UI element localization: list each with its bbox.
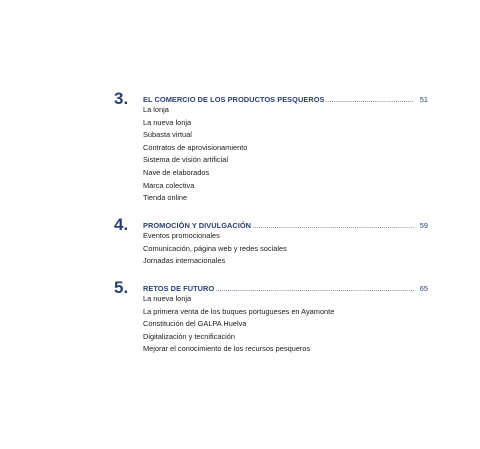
toc-item[interactable]: La lonja (143, 105, 169, 114)
section-page-number: 59 (419, 221, 428, 230)
toc-item-list (143, 104, 247, 205)
toc-item[interactable]: Jornadas internacionales (143, 256, 226, 266)
section-title: RETOS DE FUTURO (143, 284, 215, 293)
toc-item[interactable]: Eventos promocionales (143, 231, 220, 240)
toc-item[interactable]: La nueva lonja (143, 117, 192, 127)
toc-item[interactable]: Tienda online (143, 193, 188, 203)
section-number: 4. (114, 215, 129, 234)
toc-item-list (143, 293, 334, 356)
toc-item[interactable]: Constitución del GALPA Huelva (143, 319, 247, 329)
toc-item[interactable]: Digitalización y tecnificación (143, 331, 236, 341)
toc-item[interactable]: La primera venta de los buques portugueses en Ayamonte (143, 306, 335, 316)
section-number: 5. (114, 278, 129, 297)
toc-item[interactable]: Mejorar el conocimiento de los recursos pesqueros (143, 344, 311, 354)
toc-item[interactable]: Comunicación, página web y redes sociales (143, 243, 287, 253)
section-page-number: 51 (419, 95, 428, 104)
section-title: PROMOCIÓN Y DIVULGACIÓN (143, 221, 252, 230)
dot-leader (326, 95, 415, 104)
toc-item[interactable]: Nave de elaborados (143, 167, 210, 177)
dot-leader (215, 284, 414, 293)
toc-item[interactable]: Marca colectiva (143, 180, 195, 190)
toc-item[interactable]: La nueva lonja (143, 294, 192, 303)
toc-item[interactable]: Contratos de aprovisionamiento (143, 142, 248, 152)
toc-item[interactable]: Sistema de visión artificial (143, 155, 229, 165)
toc-item-list (143, 230, 287, 268)
section-title: EL COMERCIO DE LOS PRODUCTOS PESQUEROS (143, 95, 325, 104)
section-number: 3. (114, 89, 129, 108)
section-page-number: 65 (419, 284, 428, 293)
toc-item[interactable]: Subasta virtual (143, 130, 192, 140)
dot-leader (252, 221, 414, 230)
